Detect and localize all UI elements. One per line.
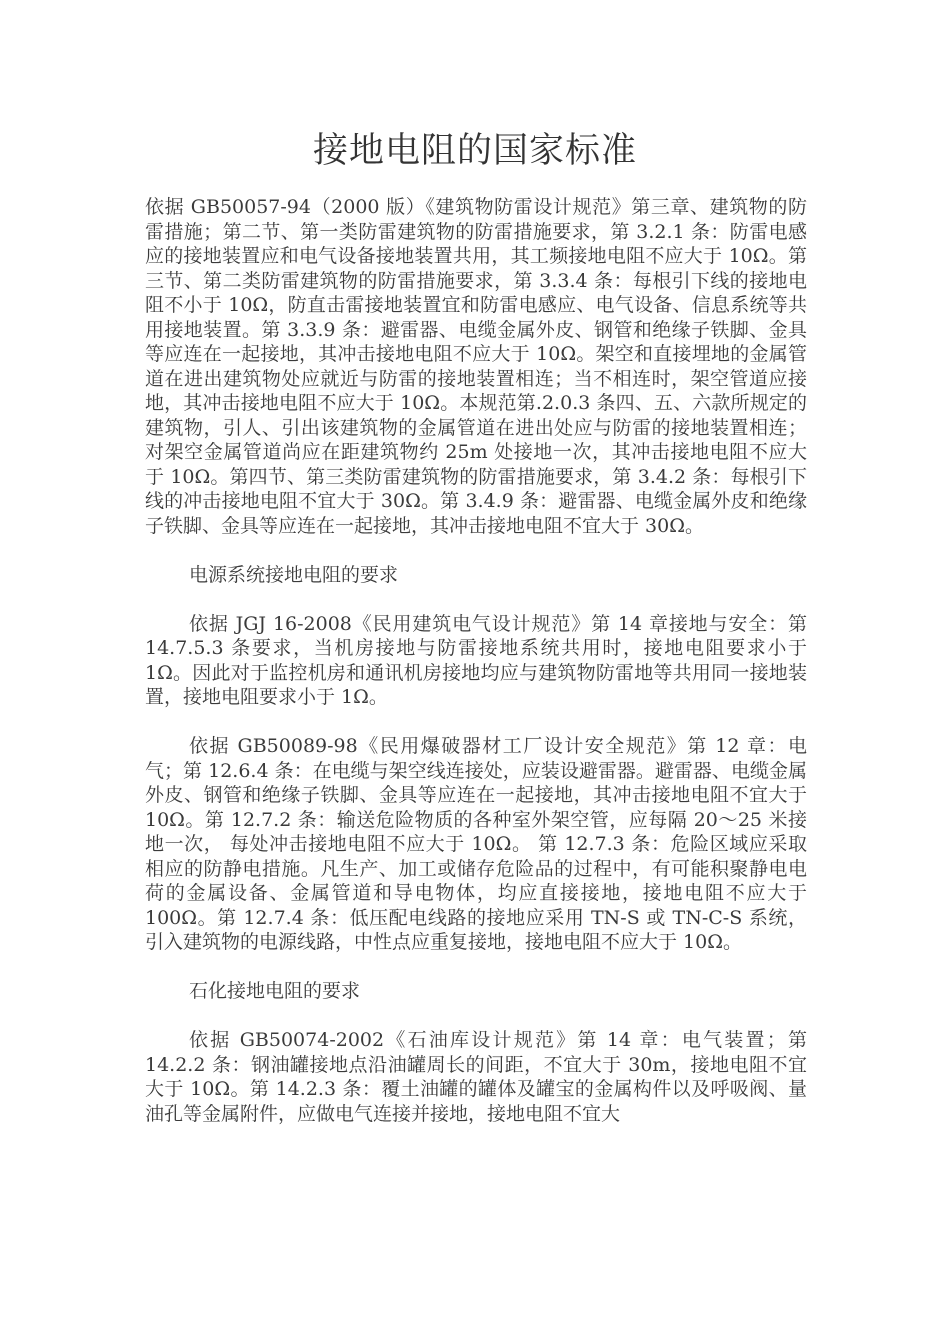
paragraph-jgj16: 依据 JGJ 16-2008《民用建筑电气设计规范》第 14 章接地与安全：第 14.7.5.3 条要求，当机房接地与防雷接地系统共用时，接地电阻要求小于 1Ω。因此对于监控机房和通讯机房接地均应与建筑物防雷地等共用同一接地装置，接地电阻要求小于 1Ω。: [145, 612, 807, 708]
section-heading-power-system: 电源系统接地电阻的要求: [189, 563, 399, 586]
paragraph-gb50057: 依据 GB50057-94（2000 版）《建筑物防雷设计规范》第三章、建筑物的防雷措施；第二节、第一类防雷建筑物的防雷措施要求，第 3.2.1 条：防雷电感应的接地装置应和电气设备接地装置共用，其工频接地电阻不应大于 10Ω。第三节、第二类防雷建筑物的防雷措施要求，第 3.3.4 条：每根引下线的接地电阻不小于 10Ω，防直击雷接地装置宜和防雷电感应、电气设备、信息系统等共用接地装置。第 3.3.9 条：避雷器、电缆金属外皮、钢管和绝缘子铁脚、金具等应连在一起接地，其冲击接地电阻不应大于 10Ω。架空和直接埋地的金属管道在进出建筑物处应就近与防雷的接地装置相连；当不相连时，架空管道应接地，其冲击接地电阻不应大于 10Ω。本规范第.2.0.3 条四、五、六款所规定的建筑物，引人、引出该建筑物的金属管道在进出处应与防雷的接地装置相连；对架空金属管道尚应在距建筑物约 25m 处接地一次，其冲击接地电阻不应大于 10Ω。第四节、第三类防雷建筑物的防雷措施要求，第 3.4.2 条：每根引下线的冲击接地电阻不宜大于 30Ω。第 3.4.9 条：避雷器、电缆金属外皮和绝缘子铁脚、金具等应连在一起接地，其冲击接地电阻不宜大于 30Ω。: [145, 196, 807, 537]
document-title: 接地电阻的国家标准: [312, 131, 637, 171]
document-body: [145, 195, 807, 1151]
paragraph-gb50074: 依据 GB50074-2002《石油库设计规范》第 14 章：电气装置；第 14.2.2 条：钢油罐接地点沿油罐周长的间距，不宜大于 30m，接地电阻不宜大于 10Ω。第 14.2.3 条：覆土油罐的罐体及罐宝的金属构件以及呼吸阀、量油孔等金属附件，应做电气连接并接地，接地电阻不宜大: [145, 1029, 807, 1125]
section-heading-petrochemical: 石化接地电阻的要求: [189, 980, 361, 1002]
paragraph-gb50089: 依据 GB50089-98《民用爆破器材工厂设计安全规范》第 12 章：电气；第 12.6.4 条：在电缆与架空线连接处，应装设避雷器。避雷器、电缆金属外皮、钢管和绝缘子铁脚、金具等应连在一起接地，其冲击接地电阻不宜大于 10Ω。第 12.7.2 条：输送危险物质的各种室外架空管，应每隔 20～25 米接地一次， 每处冲击接地电阻不应大于 10Ω。 第 12.7.3 条：危险区域应采取相应的防静电措施。凡生产、加工或储存危险品的过程中，有可能积聚静电电荷的金属设备、金属管道和导电物体，均应直接接地，接地电阻不应大于 100Ω。第 12.7.4 条：低压配电线路的接地应采用 TN-S 或 TN-C-S 系统，引入建筑物的电源线路，中性点应重复接地，接地电阻不应大于 10Ω。: [145, 735, 807, 953]
